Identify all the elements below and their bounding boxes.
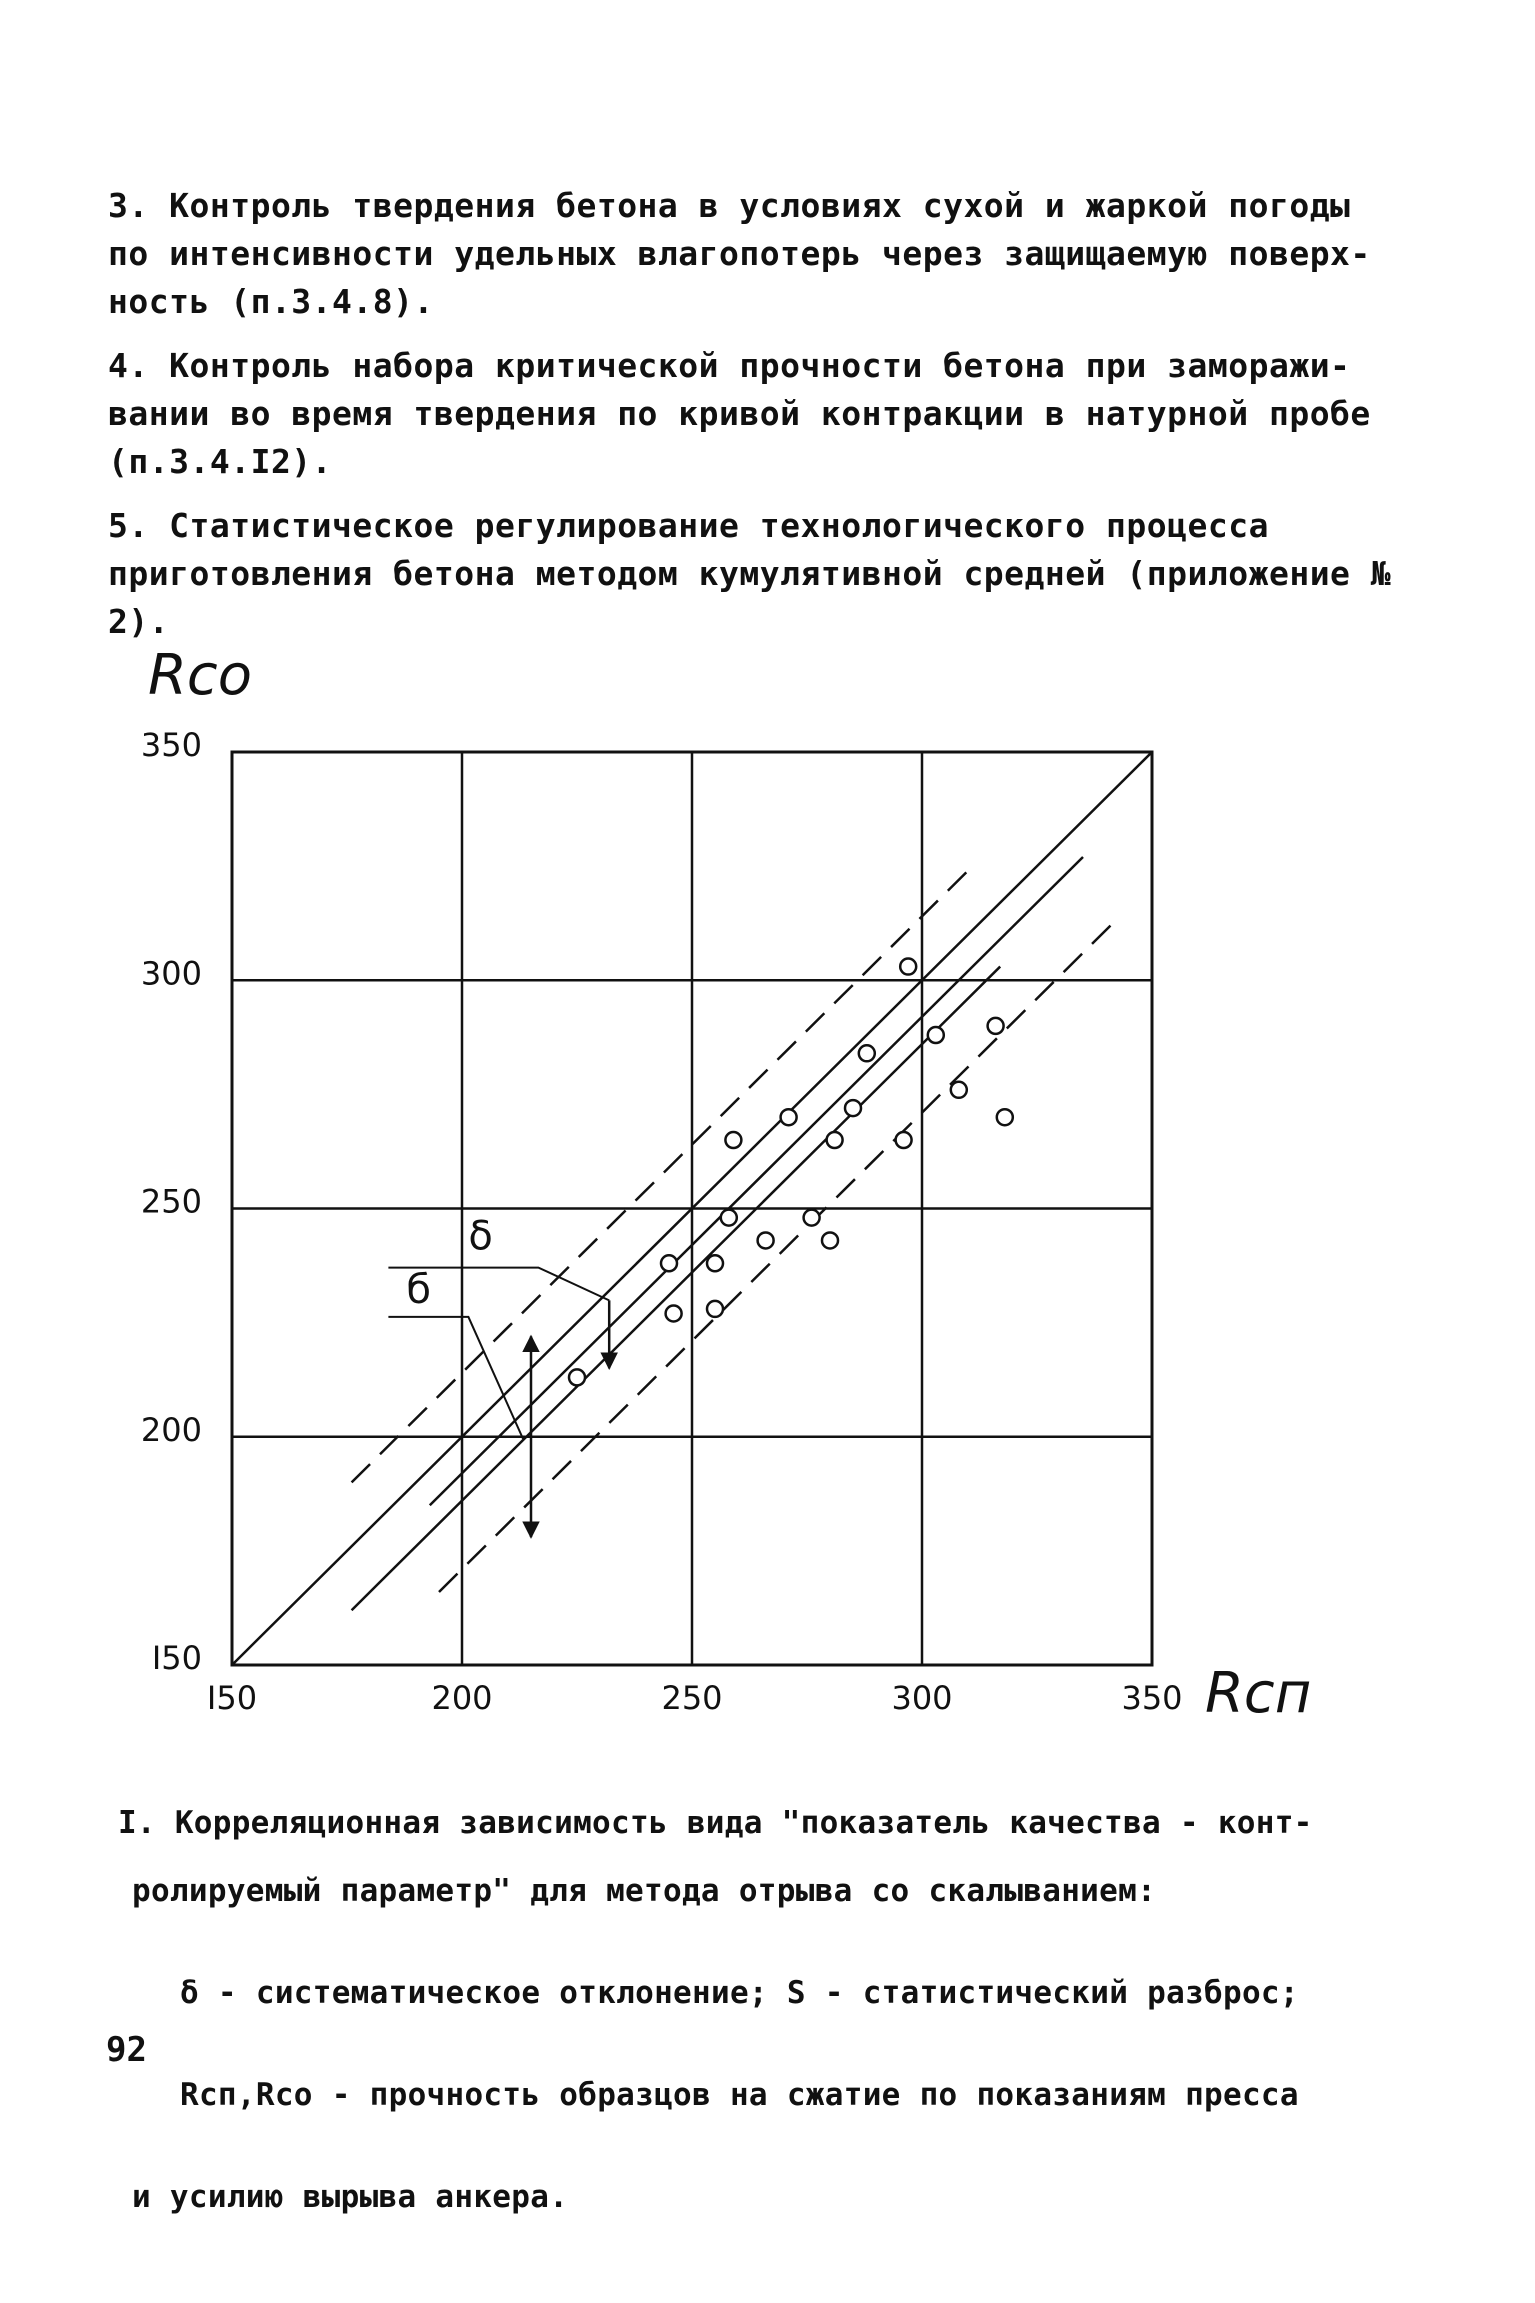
- x-tick-label: 300: [891, 1679, 953, 1717]
- figure-caption: [80, 1772, 1380, 2248]
- data-point: [569, 1369, 585, 1385]
- dashed-boundary-line: [352, 871, 968, 1483]
- delta-label: δ: [468, 1213, 493, 1260]
- data-point: [988, 1018, 1004, 1034]
- data-point: [707, 1301, 723, 1317]
- paragraph-5: 5. Статистическое регулирование технологического процесса приготовления бетона методом кумулятивной средней (приложение № 2).: [108, 506, 1392, 641]
- data-point: [721, 1210, 737, 1226]
- paragraph-3: 3. Контроль твердения бетона в условиях сухой и жаркой погоды по интенсивности удельных влагопотерь через защищаемую поверх- ность (п.3.4.8).: [108, 186, 1371, 321]
- data-point: [781, 1109, 797, 1125]
- data-point: [896, 1132, 912, 1148]
- y-tick-label: 350: [140, 726, 202, 764]
- data-point: [827, 1132, 843, 1148]
- data-point: [822, 1232, 838, 1248]
- y-tick-label: I50: [151, 1639, 202, 1677]
- data-point: [951, 1082, 967, 1098]
- y-tick-label: 300: [140, 954, 202, 993]
- data-point: [997, 1109, 1013, 1125]
- data-point: [707, 1255, 723, 1271]
- caption-line-1: I. Корреляционная зависимость вида "показатель качества - конт-: [117, 1805, 1313, 1841]
- data-point: [845, 1100, 861, 1116]
- caption-line-4: Rсп,Rсо - прочность образцов на сжатие по показаниям пресса: [180, 2077, 1299, 2113]
- y-tick-label: 250: [140, 1182, 202, 1221]
- x-tick-label: 350: [1121, 1679, 1183, 1717]
- caption-line-3: δ - систематическое отклонение; S - статистический разброс;: [180, 1975, 1299, 2011]
- data-point: [804, 1210, 820, 1226]
- chart-points: [569, 959, 1013, 1386]
- caption-line-5: и усилию вырыва анкера.: [132, 2179, 569, 2215]
- dashed-boundary-line: [439, 916, 1120, 1592]
- x-tick-label: 250: [661, 1679, 723, 1717]
- data-point: [661, 1255, 677, 1271]
- regression-line: [352, 967, 1001, 1611]
- data-point: [725, 1132, 741, 1148]
- data-point: [900, 959, 916, 975]
- data-point: [758, 1232, 774, 1248]
- y-tick-label: 200: [140, 1410, 202, 1449]
- x-axis-label: Rсп: [1205, 1661, 1312, 1720]
- data-point: [666, 1305, 682, 1321]
- y-axis-label: Rсо: [148, 643, 252, 708]
- data-point: [928, 1027, 944, 1043]
- data-point: [859, 1045, 875, 1061]
- x-tick-label: I50: [206, 1679, 258, 1717]
- regression-line: [430, 857, 1083, 1505]
- sigma-leader-line: [388, 1317, 523, 1439]
- paragraph-4: 4. Контроль набора критической прочности бетона при заморажи- вании во время твердения по кривой контракции в натурной пробе (п.3.4.I2).: [108, 346, 1371, 481]
- x-tick-label: 200: [431, 1679, 493, 1717]
- chart-tick-labels: [141, 726, 1183, 1717]
- caption-line-2: ролируемый параметр" для метода отрыва со скалыванием:: [132, 1873, 1157, 1909]
- sigma-label: б: [406, 1266, 432, 1313]
- page-number: 92: [106, 2030, 147, 2070]
